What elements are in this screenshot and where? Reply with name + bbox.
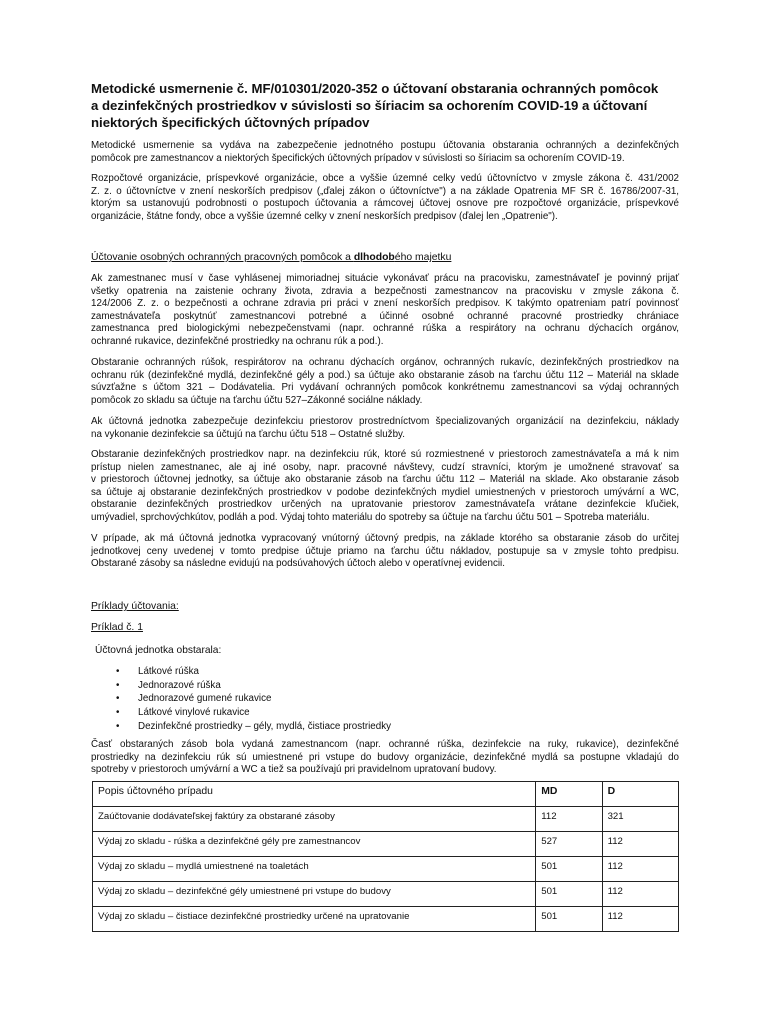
text-line: Časť obstaraných zásob bola vydaná zamestnancom (napr. ochranné rúška, dezinfekcie na ruky, rukavice), dezinfekčné	[91, 739, 679, 750]
bullet-icon: •	[116, 720, 120, 732]
section-heading-bold: dlhodob	[353, 252, 395, 263]
table-cell: Výdaj zo skladu – mydlá umiestnené na toaletách	[93, 857, 536, 882]
list-item-text: Látkové rúška	[138, 666, 199, 677]
list-item-text: Jednorazové gumené rukavice	[138, 693, 272, 705]
table-header-cell: Popis účtovného prípadu	[93, 782, 536, 807]
text-line: Z. z. o účtovníctve v znení neskorších predpisov („ďalej zákon o účtovníctve") a na základe Opatrenia MF SR č. 16786/2007-31,	[91, 185, 679, 197]
table-cell: 112	[602, 882, 678, 907]
intro-paragraph-2	[91, 173, 679, 223]
list-item-text: Jednorazové rúška	[138, 679, 221, 691]
text-line: obstaranie dezinfekčných prostriedkov určených na upratovanie priestorov zamestnávateľa vrátane dezinfekcie kľučiek,	[91, 499, 679, 510]
bullet-icon: •	[116, 679, 120, 691]
text-line: V prípade, ak má účtovná jednotka vypracovaný vnútorný účtovný predpis, na základe ktorého sa obstaranie zásob do určitej	[91, 533, 679, 544]
table-cell: 112	[602, 832, 678, 857]
examples-heading: Príklady účtovania:	[91, 601, 179, 612]
bullet-icon: •	[116, 693, 120, 705]
table-cell: Výdaj zo skladu - rúška a dezinfekčné gély pre zamestnancov	[93, 832, 536, 857]
table-cell: 501	[536, 857, 602, 882]
table-cell: 112	[602, 857, 678, 882]
text-line: pomôcok zo skladu sa účtuje na ťarchu účtu 527–Zákonné sociálne náklady.	[91, 394, 423, 406]
section-heading	[91, 252, 451, 263]
table-cell: Výdaj zo skladu – čistiace dezinfekčné prostriedky určené na upratovanie	[93, 907, 536, 932]
text-line: zamestnanca pred biologickými nebezpečenstvami (napr. ochranné rúška a respirátory na ochranu dýchacích orgánov,	[91, 323, 679, 334]
text-line: organizácie, štátne fondy, obce a vyššie územné celky v znení neskorších predpisov (ďalej len „Opatrenie").	[91, 210, 558, 222]
table-cell: Výdaj zo skladu – dezinfekčné gély umiestnené pri vstupe do budovy	[93, 882, 536, 907]
table-cell: 112	[536, 807, 602, 832]
unit-bought-label: Účtovná jednotka obstarala:	[95, 645, 222, 656]
text-line: v priestoroch účtovnej jednotky, sa účtuje ako obstaranie zásob na ťarchu účtu 112 – Materiál na sklade. Ako obstaranie zásob	[91, 474, 679, 485]
accounting-table	[92, 781, 679, 932]
table-row	[93, 882, 679, 907]
text-line: Obstaranie ochranných rúšok, respirátorov na ochranu dýchacích orgánov, ochranných rukavíc, dezinfekčných prostriedkov na	[91, 357, 679, 368]
bullet-icon: •	[116, 707, 120, 719]
text-line: prístup nielen zamestnanec, ale aj iné osoby, napr. pracovné návštevy, cudzí stravníci, ktorým je umožnené stravovať sa	[91, 461, 679, 473]
text-line: Ak účtovná jednotka zabezpečuje dezinfekciu priestorov prostredníctvom špecializovaných organizácií na dezinfekciu, náklady	[91, 416, 679, 427]
text-line: Metodické usmernenie sa vydáva na zabezpečenie jednotného postupu účtovania obstarania ochranných a dezinfekčných	[91, 140, 679, 151]
text-line: na vykonanie dezinfekcie sa účtujú na ťarchu účtu 518 – Ostatné služby.	[91, 428, 405, 440]
text-line: pomôcok pre zamestnancov a niektorých špecifických účtovných prípadov v súvislosti so šíriacim sa ochorením COVID-19.	[91, 152, 625, 164]
table-cell: 501	[536, 907, 602, 932]
paragraph-protective-duty	[91, 273, 679, 348]
title-line: Metodické usmernenie č. MF/010301/2020-352 o účtovaní obstarania ochranných pomôcok	[91, 81, 659, 96]
intro-paragraph-1	[91, 140, 679, 165]
section-heading-part: Účtovanie osobných ochranných pracovných pomôcok a	[91, 252, 354, 263]
table-header-cell: D	[602, 782, 678, 807]
list-item-text: Látkové vinylové rukavice	[138, 707, 250, 719]
table-row	[93, 807, 679, 832]
text-line: Rozpočtové organizácie, príspevkové organizácie, obce a vyššie územné celky vedú účtovníctvo v zmysle zákona č. 431/2002	[91, 173, 679, 184]
paragraph-disinfectant-stock	[91, 449, 679, 524]
text-line: zamestnávateľa poskytnúť zamestnancovi potrebné a účinné osobné ochranné pracovné prostriedky chrániace	[91, 310, 679, 322]
title-line: a dezinfekčných prostriedkov v súvislosti so šíriacim sa ochorením COVID-19 a účtovaní	[91, 98, 648, 113]
table-row	[93, 857, 679, 882]
example-1-heading: Príklad č. 1	[91, 622, 143, 633]
text-line: Obstarané zásoby sa následne evidujú na podsúvahových účtoch alebo v operatívnej evidencii.	[91, 558, 505, 569]
title-line: niektorých špecifických účtovných prípadov	[91, 115, 370, 130]
text-line: jednotkovej ceny uvedenej v tomto predpise účtuje priamo na ťarchu účtu nákladov, postupuje sa v zmysle tohto predpisu.	[91, 545, 679, 557]
text-line: Obstaranie dezinfekčných prostriedkov napr. na dezinfekciu rúk, ktoré sú rozmiestnené v priestoroch zamestnávateľa a má k nim	[91, 449, 679, 460]
bullet-icon: •	[116, 666, 120, 677]
table-cell: 527	[536, 832, 602, 857]
document-title	[91, 80, 691, 131]
table-cell: 112	[602, 907, 678, 932]
text-line: sa účtuje aj obstaranie dezinfekčných prostriedkov v podobe dezinfekčných mydiel umiestnených v priestoroch umývární a WC,	[91, 486, 679, 498]
text-line: súvzťažne s účtom 321 – Dodávatelia. Pri vydávaní ochranných pomôcok konkrétnemu zamestnancovi sa výdaj ochranných	[91, 382, 679, 393]
paragraph-stock-usage	[91, 739, 679, 777]
table-cell: 501	[536, 882, 602, 907]
text-line: prostriedky na dezinfekciu rúk sú umiestnené pri vstupe do budovy organizácie, dezinfekčné mydlá sa postupne vkladajú do	[91, 751, 679, 763]
text-line: ochranné rukavice, dezinfekčné prostriedky na ochranu rúk a pod.).	[91, 335, 384, 347]
list-item-text: Dezinfekčné prostriedky – gély, mydlá, čistiace prostriedky	[138, 720, 392, 732]
text-line: umývadiel, sprchovýchkútov, podláh a pod. Výdaj tohto materiálu do spotreby sa účtuje na ťarchu účtu 501 – Spotreba materiálu.	[91, 511, 650, 523]
text-line: všetky opatrenia na zaistenie ochrany života, zdravia a bezpečnosti zamestnancov na pracovisku v zmysle zákona č.	[91, 285, 679, 297]
section-heading-part: ého majetku	[394, 252, 452, 263]
text-line: 124/2006 Z. z. o bezpečnosti a ochrane zdravia pri práci v znení neskorších predpisov. K takýmto opatreniam patrí povinnosť	[91, 298, 679, 309]
text-line: spotreby v priestoroch umývární a WC a tiež sa používajú pri pravidelnom upratovaní budovy.	[91, 764, 497, 775]
paragraph-purchase-accounting	[91, 357, 679, 407]
text-line: Ak zamestnanec musí v čase vyhlásenej mimoriadnej situácie vykonávať prácu na pracovisku, zamestnávateľ je povinný prijať	[91, 273, 679, 284]
paragraph-internal-rule	[91, 533, 679, 571]
text-line: ochranu rúk (dezinfekčné mydlá, dezinfekčné gély a pod.) sa účtuje ako obstaranie zásob na ťarchu účtu 112 – Materiál na sklade	[91, 369, 679, 381]
table-header-cell: MD	[536, 782, 602, 807]
text-line: ktorým sa ustanovujú podrobnosti o postupoch účtovania a rámcovej účtovej osnove pre rozpočtové organizácie, príspevkové	[91, 198, 679, 209]
paragraph-disinfection-services	[91, 416, 679, 441]
table-cell: 321	[602, 807, 678, 832]
table-header-row	[93, 782, 679, 807]
table-row	[93, 832, 679, 857]
table-row	[93, 907, 679, 932]
table-cell: Zaúčtovanie dodávateľskej faktúry za obstarané zásoby	[93, 807, 536, 832]
